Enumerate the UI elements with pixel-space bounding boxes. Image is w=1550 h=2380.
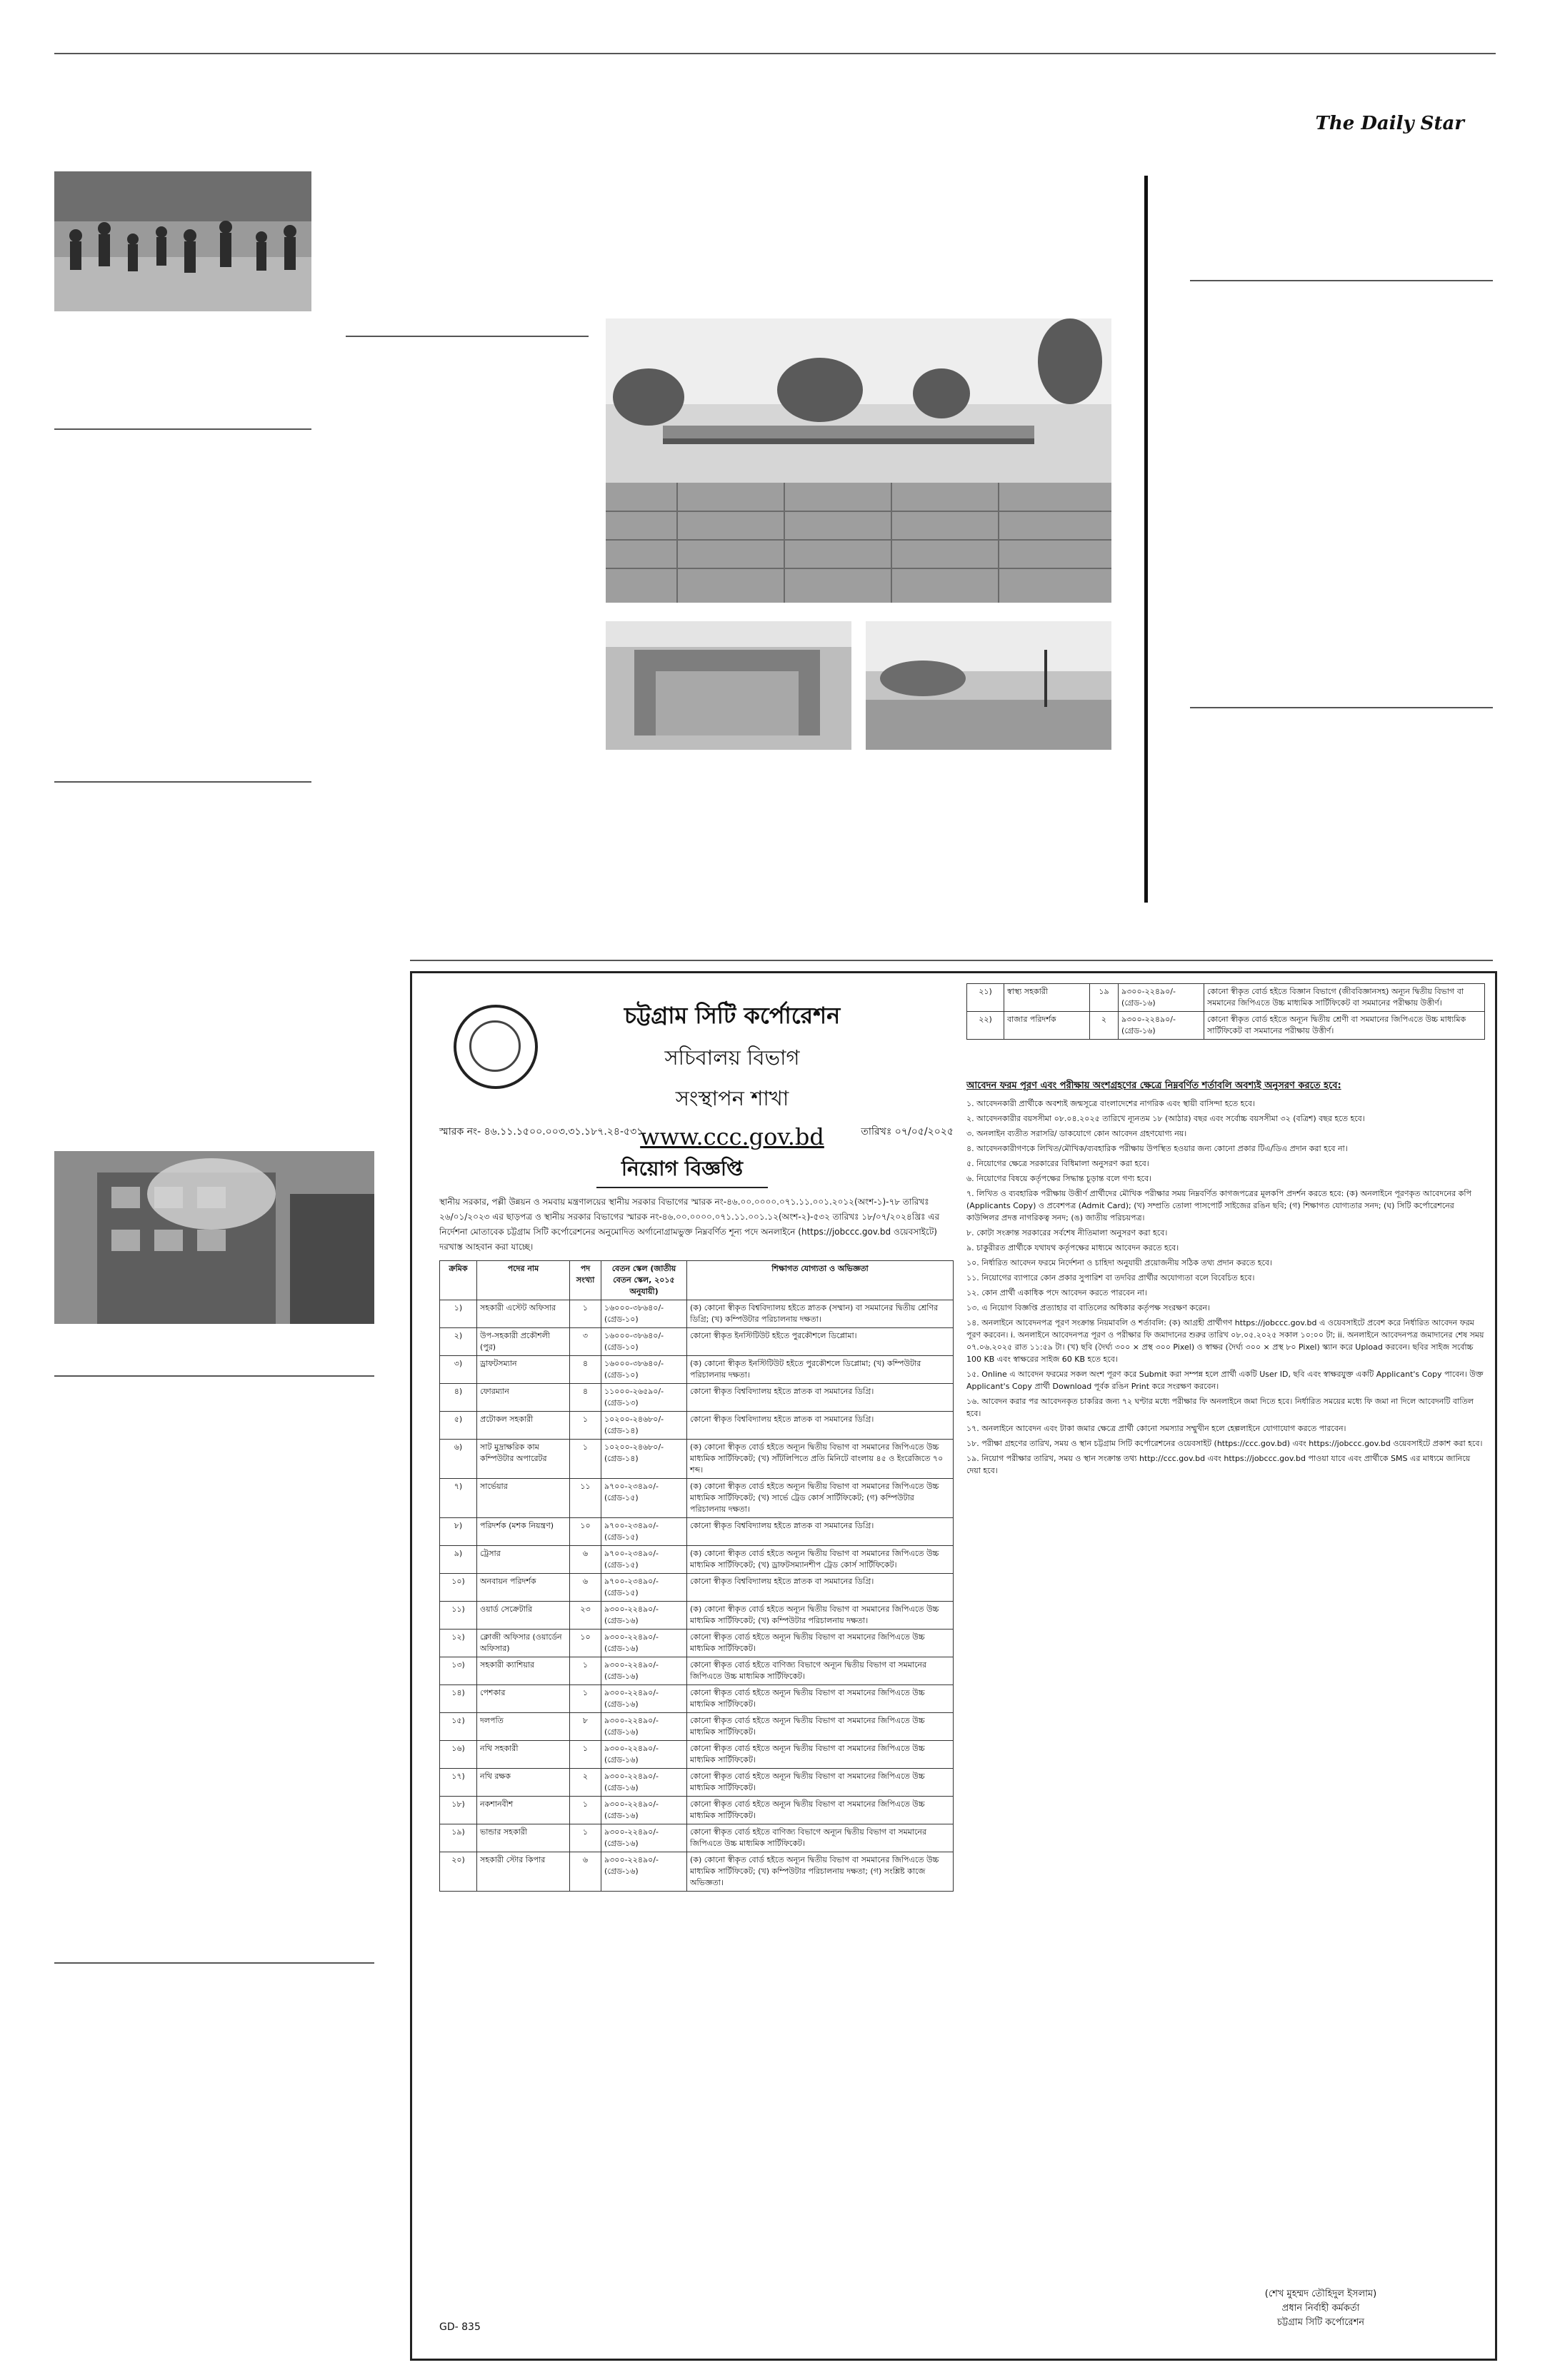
table-row xyxy=(440,1824,954,1852)
post-scale-cell: ৯৩০০-২২৪৯০/- (গ্রেড-১৬) xyxy=(1119,984,1204,1012)
condition-item: ১. আবেদনকারী প্রার্থীকে অবশ্যই জন্মসূত্রে বাংলাদেশের নাগরিক এবং স্থায়ী বাসিন্দা হতে হবে। xyxy=(966,1099,1255,1108)
post-no-cell: ৫) xyxy=(440,1412,477,1440)
post-name-cell: সহকারী ক্যাশিয়ার xyxy=(477,1657,570,1685)
org-section: সংস্থাপন শাখা xyxy=(675,1086,789,1110)
post-scale-cell: ৯৩০০-২২৪৯০/- (গ্রেড-১৬) xyxy=(601,1852,687,1892)
table-row xyxy=(967,984,1485,1012)
post-qual-cell: কোনো স্বীকৃত বোর্ড হইতে অন্যূন দ্বিতীয় বিভাগ বা সমমানের জিপিএতে উচ্চ মাধ্যমিক সার্টিফিকেট। xyxy=(687,1630,954,1657)
table-row xyxy=(440,1685,954,1713)
ad-left-column xyxy=(425,983,954,2347)
post-no-cell: ১) xyxy=(440,1300,477,1328)
post-qual-cell: কোনো স্বীকৃত বিশ্ববিদ্যালয় হইতে স্নাতক বা সমমানের ডিগ্রি। xyxy=(687,1574,954,1602)
post-name-cell: নথি সহকারী xyxy=(477,1741,570,1769)
post-scale-cell: ১০২০০-২৪৬৮০/- (গ্রেড-১৪) xyxy=(601,1440,687,1479)
condition-item: ৮. কোটা সংক্রান্ত সরকারের সর্বশেষ নীতিমালা অনুসরণ করা হবে। xyxy=(966,1228,1168,1237)
post-scale-cell: ৯৩০০-২২৪৯০/- (গ্রেড-১৬) xyxy=(601,1630,687,1657)
header-pay-scale: বেতন স্কেল (জাতীয় বেতন স্কেল, ২০১৫ অনুযায়ী) xyxy=(601,1261,687,1300)
post-no-cell: ২) xyxy=(440,1328,477,1356)
ad-right-column xyxy=(966,983,1485,2347)
post-scale-cell: ১৬০০০-৩৮৬৪০/- (গ্রেড-১০) xyxy=(601,1300,687,1328)
posts-table-header xyxy=(440,1261,954,1300)
post-no-cell: ৪) xyxy=(440,1384,477,1412)
post-no-cell: ১৮) xyxy=(440,1797,477,1824)
conditions-title: আবেদন ফরম পূরণ এবং পরীক্ষায় অংশগ্রহণের ক্ষেত্রে নিম্নবর্ণিত শর্তাবলি অবশ্যই অনুসরণ করতে হবে: xyxy=(966,1080,1341,1091)
ad-intro: স্থানীয় সরকার, পল্লী উন্নয়ন ও সমবায় মন্ত্রণালয়ের স্থানীয় সরকার বিভাগের স্মারক নং-৪৬.০০.০০০০.০৭১.১১.০০১.২০১২(অংশ-১)-৭৮ তারিখঃ ২৬/০১/২০২৩ এর ছাড়পত্র ও স্থানীয় সরকার বিভাগের স্মারক নং-৪৬.০০.০০০০.০৭১.১১.০০১.১২(অংশ-২)-৫৩২ তারিখঃ ১৮/০৭/২০২৪খ্রিঃ এর নির্দেশনা মোতাবেক চট্টগ্রাম সিটি কর্পোরেশনের অনুমোদিত অর্গানোগ্রামভুক্ত নিম্নবর্ণিত শূন্য পদে অনলাইনে (https://jobccc.gov.bd ওয়েবসাইটে) দরখাস্ত আহবান করা যাচ্ছে। xyxy=(439,1197,940,1252)
post-qual-cell: কোনো স্বীকৃত বোর্ড হইতে অন্যূন দ্বিতীয় শ্রেণী বা সমমানের জিপিএতে উচ্চ মাধ্যমিক সার্টিফিকেট বা সমমানের পরীক্ষায় উত্তীর্ণ। xyxy=(1204,1012,1485,1040)
post-qual-cell: কোনো স্বীকৃত বিশ্ববিদ্যালয় হইতে স্নাতক বা সমমানের ডিগ্রি। xyxy=(687,1384,954,1412)
conditions-list xyxy=(966,1098,1485,1480)
post-no-cell: ১৪) xyxy=(440,1685,477,1713)
post-scale-cell: ৯৩০০-২২৪৯০/- (গ্রেড-১৬) xyxy=(601,1824,687,1852)
post-qual-cell: (ক) কোনো স্বীকৃত বোর্ড হইতে অন্যূন দ্বিতীয় বিভাগ বা সমমানের জিপিএতে উচ্চ মাধ্যমিক সার্টিফিকেট; (খ) কম্পিউটার পরিচালনায় দক্ষতা। xyxy=(687,1602,954,1630)
crowd-photo xyxy=(54,171,311,311)
post-name-cell: ওয়ার্ড সেক্রেটারি xyxy=(477,1602,570,1630)
memo-date: তারিখঃ ০৭/০৫/২০২৫ xyxy=(861,1126,954,1138)
post-qual-cell: (ক) কোনো স্বীকৃত ইনস্টিটিউট হইতে পুরকৌশলে ডিপ্লোমা; (খ) কম্পিউটার পরিচালনায় দক্ষতা। xyxy=(687,1356,954,1384)
memo-number: স্মারক নং- ৪৬.১১.১৫০০.০০৩.৩১.১৮৭.২৪-৫৩১ xyxy=(439,1126,644,1138)
post-name-cell: সহকারী স্টোর কিপার xyxy=(477,1852,570,1892)
table-row xyxy=(440,1741,954,1769)
post-qual-cell: (ক) কোনো স্বীকৃত বিশ্ববিদ্যালয় হইতে স্নাতক (সম্মান) বা সমমানের দ্বিতীয় শ্রেণির ডিগ্রি; (খ) কম্পিউটার পরিচালনায় দক্ষতা। xyxy=(687,1300,954,1328)
post-no-cell: ৭) xyxy=(440,1479,477,1518)
post-name-cell: ক্লোজী অফিসার (ওয়ার্ডেন অফিসার) xyxy=(477,1630,570,1657)
ad-code: GD- 835 xyxy=(439,2321,481,2333)
post-no-cell: ৮) xyxy=(440,1518,477,1546)
right-col-divider xyxy=(1144,176,1148,903)
condition-item: ৪. আবেদনকারীগণকে লিখিত/মৌখিক/ব্যবহারিক পরীক্ষায় উপস্থিত হওয়ার জন্য কোনো প্রকার টিএ/ডিএ প্রদান করা হবে না। xyxy=(966,1144,1348,1153)
canal-photo xyxy=(606,621,851,750)
header-qualification: শিক্ষাগত যোগ্যতা ও অভিজ্ঞতা xyxy=(687,1261,954,1300)
post-name-cell: নকশানবীশ xyxy=(477,1797,570,1824)
table-row xyxy=(440,1479,954,1518)
left-col-rule-4 xyxy=(54,1962,374,1964)
post-count-cell: ১ xyxy=(570,1741,601,1769)
post-qual-cell: কোনো স্বীকৃত বোর্ড হইতে অন্যূন দ্বিতীয় বিভাগ বা সমমানের জিপিএতে উচ্চ মাধ্যমিক সার্টিফিকেট। xyxy=(687,1797,954,1824)
post-name-cell: পেশকার xyxy=(477,1685,570,1713)
post-count-cell: ১ xyxy=(570,1412,601,1440)
post-qual-cell: (ক) কোনো স্বীকৃত বোর্ড হইতে অন্যূন দ্বিতীয় বিভাগ বা সমমানের জিপিএতে উচ্চ মাধ্যমিক সার্টিফিকেট; (খ) সার্ভে ট্রেড কোর্স সার্টিফিকেট; (গ) কম্পিউটার পরিচালনায় দক্ষতা। xyxy=(687,1479,954,1518)
post-no-cell: ২২) xyxy=(967,1012,1004,1040)
post-count-cell: ৪ xyxy=(570,1384,601,1412)
table-row xyxy=(440,1440,954,1479)
post-name-cell: সহকারী এস্টেট অফিসার xyxy=(477,1300,570,1328)
post-qual-cell: (ক) কোনো স্বীকৃত বোর্ড হইতে অন্যূন দ্বিতীয় বিভাগ বা সমমানের জিপিএতে উচ্চ মাধ্যমিক সার্টিফিকেট; (খ) কম্পিউটার পরিচালনায় দক্ষতা; (গ) সংশ্লিষ্ট কাজে অভিজ্ঞতা। xyxy=(687,1852,954,1892)
post-no-cell: ২০) xyxy=(440,1852,477,1892)
post-scale-cell: ৯৭০০-২৩৪৯০/- (গ্রেড-১৫) xyxy=(601,1574,687,1602)
post-scale-cell: ৯৩০০-২২৪৯০/- (গ্রেড-১৬) xyxy=(601,1769,687,1797)
site-photo xyxy=(866,621,1111,750)
org-name: চট্টগ্রাম সিটি কর্পোরেশন xyxy=(624,1002,841,1029)
post-name-cell: পরিদর্শক (মশক নিয়ন্ত্রণ) xyxy=(477,1518,570,1546)
post-scale-cell: ৯৭০০-২৩৪৯০/- (গ্রেড-১৫) xyxy=(601,1546,687,1574)
condition-item: ২. আবেদনকারীর বয়সসীমা ০৮.০৪.২০২৫ তারিখে ন্যূনতম ১৮ (আঠার) বছর এবং সর্বোচ্চ বয়সসীমা ৩২ (বত্রিশ) বছর হতে হবে। xyxy=(966,1114,1365,1123)
post-qual-cell: কোনো স্বীকৃত বিশ্ববিদ্যালয় হইতে স্নাতক বা সমমানের ডিগ্রি। xyxy=(687,1518,954,1546)
table-row xyxy=(440,1328,954,1356)
post-name-cell: বাজার পরিদর্শক xyxy=(1004,1012,1090,1040)
post-scale-cell: ৯৩০০-২২৪৯০/- (গ্রেড-১৬) xyxy=(601,1685,687,1713)
post-no-cell: ৩) xyxy=(440,1356,477,1384)
post-name-cell: ভান্ডার সহকারী xyxy=(477,1824,570,1852)
table-row xyxy=(440,1574,954,1602)
memo-line xyxy=(439,1123,954,1140)
post-scale-cell: ১৬০০০-৩৮৬৪০/- (গ্রেড-১০) xyxy=(601,1328,687,1356)
table-row xyxy=(440,1412,954,1440)
table-row xyxy=(440,1630,954,1657)
post-scale-cell: ১০২০০-২৪৬৮০/- (গ্রেড-১৪) xyxy=(601,1412,687,1440)
ad-title: নিয়োগ বিজ্ঞপ্তি xyxy=(596,1153,768,1188)
post-no-cell: ১৬) xyxy=(440,1741,477,1769)
bridge-photo xyxy=(606,318,1111,603)
signatory-name: (শেখ মুহম্মদ তৌহিদুল ইসলাম) xyxy=(1264,2289,1377,2299)
posts-table xyxy=(439,1260,954,1892)
post-name-cell: ট্রেসার xyxy=(477,1546,570,1574)
recruitment-ad xyxy=(410,971,1497,2361)
post-qual-cell: কোনো স্বীকৃত বোর্ড হইতে অন্যূন দ্বিতীয় বিভাগ বা সমমানের জিপিএতে উচ্চ মাধ্যমিক সার্টিফিকেট। xyxy=(687,1685,954,1713)
right-col-rule-1 xyxy=(1190,280,1493,281)
table-row xyxy=(440,1852,954,1892)
table-row xyxy=(440,1300,954,1328)
post-no-cell: ১৫) xyxy=(440,1713,477,1741)
header-serial: ক্রমিক xyxy=(440,1261,477,1300)
post-scale-cell: ৯৭০০-২৩৪৯০/- (গ্রেড-১৫) xyxy=(601,1479,687,1518)
post-no-cell: ১৯) xyxy=(440,1824,477,1852)
post-scale-cell: ৯৩০০-২২৪৯০/- (গ্রেড-১৬) xyxy=(601,1797,687,1824)
post-name-cell: ফোরম্যান xyxy=(477,1384,570,1412)
post-no-cell: ১২) xyxy=(440,1630,477,1657)
table-row xyxy=(440,1384,954,1412)
post-count-cell: ১৯ xyxy=(1090,984,1119,1012)
post-scale-cell: ৯৩০০-২২৪৯০/- (গ্রেড-১৬) xyxy=(601,1657,687,1685)
post-qual-cell: কোনো স্বীকৃত বোর্ড হইতে বাণিজ্য বিভাগে অন্যূন দ্বিতীয় বিভাগ বা সমমানের জিপিএতে উচ্চ মাধ্যমিক সার্টিফিকেট। xyxy=(687,1824,954,1852)
condition-item: ১০. নির্ধারিত আবেদন ফরমে নির্দেশনা ও চাহিদা অনুযায়ী প্রয়োজনীয় সঠিক তথ্য প্রদান করতে হবে। xyxy=(966,1258,1272,1267)
table-row xyxy=(440,1602,954,1630)
table-row xyxy=(440,1657,954,1685)
table-row xyxy=(440,1797,954,1824)
table-row xyxy=(440,1546,954,1574)
condition-item: ১১. নিয়োগের ব্যাপারে কোন প্রকার সুপারিশ বা তদবির প্রার্থীর অযোগ্যতা বলে বিবেচিত হবে। xyxy=(966,1273,1255,1282)
post-scale-cell: ৯৭০০-২৩৪৯০/- (গ্রেড-১৫) xyxy=(601,1518,687,1546)
post-count-cell: ২ xyxy=(1090,1012,1119,1040)
condition-item: ৬. নিয়োগের বিষয়ে কর্তৃপক্ষের সিদ্ধান্ত চূড়ান্ত বলে গণ্য হবে। xyxy=(966,1174,1151,1183)
post-name-cell: ড্রাফটসম্যান xyxy=(477,1356,570,1384)
org-website: www.ccc.gov.bd xyxy=(640,1123,824,1150)
condition-item: ১৭. অনলাইনে আবেদন এবং টাকা জমার ক্ষেত্রে প্রার্থী কোনো সমস্যার সম্মুখীন হলে হেল্পলাইনে যোগাযোগ করতে পারবেন। xyxy=(966,1424,1346,1433)
post-name-cell: স্বাস্থ্য সহকারী xyxy=(1004,984,1090,1012)
post-count-cell: ৬ xyxy=(570,1574,601,1602)
post-count-cell: ১ xyxy=(570,1300,601,1328)
post-qual-cell: কোনো স্বীকৃত ইনস্টিটিউট হইতে পুরকৌশলে ডিপ্লোমা। xyxy=(687,1328,954,1356)
post-count-cell: ১ xyxy=(570,1797,601,1824)
middle-col-rule xyxy=(346,336,589,337)
signatory-designation: প্রধান নির্বাহী কর্মকর্তা xyxy=(1281,2303,1360,2314)
table-row xyxy=(967,1012,1485,1040)
post-scale-cell: ৯৩০০-২২৪৯০/- (গ্রেড-১৬) xyxy=(601,1713,687,1741)
fire-photo xyxy=(54,1151,374,1324)
corporation-seal-icon xyxy=(454,1005,538,1089)
post-qual-cell: (ক) কোনো স্বীকৃত বোর্ড হইতে অন্যূন দ্বিতীয় বিভাগ বা সমমানের জিপিএতে উচ্চ মাধ্যমিক সার্টিফিকেট; (খ) ড্রাফটসম্যানশীপ ট্রেড কোর্স সার্টিফিকেট। xyxy=(687,1546,954,1574)
post-count-cell: ১০ xyxy=(570,1518,601,1546)
condition-item: ১২. কোন প্রার্থী একাধিক পদে আবেদন করতে পারবেন না। xyxy=(966,1288,1147,1297)
condition-item: ১৫. Online এ আবেদন ফরমের সকল অংশ পূরণ করে Submit করা সম্পন্ন হলে প্রার্থী একটি User ID, ছবি এবং স্বাক্ষরযুক্ত একটি Applicant's Copy পাবেন। উক্ত Applicant's Copy প্রার্থী Download পূর্বক রঙিন Print করে সংরক্ষণ করবেন। xyxy=(966,1370,1484,1391)
post-scale-cell: ৯৩০০-২২৪৯০/- (গ্রেড-১৬) xyxy=(601,1741,687,1769)
condition-item: ৯. চাকুরীরত প্রার্থীকে যথাযথ কর্তৃপক্ষের মাধ্যমে আবেদন করতে হবে। xyxy=(966,1243,1179,1252)
post-count-cell: ২ xyxy=(570,1769,601,1797)
signatory-org: চট্টগ্রাম সিটি কর্পোরেশন xyxy=(1276,2317,1365,2328)
post-no-cell: ১১) xyxy=(440,1602,477,1630)
condition-item: ১৪. অনলাইনে আবেদনপত্র পূরণ সংক্রান্ত নিয়মাবলি ও শর্তাবলি: (ক) আগ্রহী প্রার্থীগণ https://jobccc.gov.bd এ ওয়েবসাইটে প্রবেশ করে নির্ধারিত আবেদন ফরম পূরণ করবেন। i. অনলাইনে আবেদনপত্র পূরণ ও পরীক্ষার ফি জমাদানের শুরুর তারিখ ০৮.০৫.২০২৫ সকাল ১০:০০ টা; ii. অনলাইনে আবেদনপত্র জমাদানের শেষ সময় ০৭.০৬.২০২৫ রাত ১১:৫৯ টা। (খ) ছবি (দৈর্ঘ্য ৩০০ × প্রস্থ ৩০০ Pixel) ও স্বাক্ষর (দৈর্ঘ্য ৩০০ × প্রস্থ ৮০ Pixel) স্ক্যান করে Upload করবেন। ছবির সাইজ সর্বোচ্চ 100 KB এবং স্বাক্ষরের সাইজ 60 KB হতে হবে। xyxy=(966,1318,1484,1364)
header-post-name: পদের নাম xyxy=(477,1261,570,1300)
post-scale-cell: ৯৩০০-২২৪৯০/- (গ্রেড-১৬) xyxy=(1119,1012,1204,1040)
post-count-cell: ১১ xyxy=(570,1479,601,1518)
post-no-cell: ১৩) xyxy=(440,1657,477,1685)
post-count-cell: ১ xyxy=(570,1657,601,1685)
post-count-cell: ৬ xyxy=(570,1852,601,1892)
table-row xyxy=(440,1713,954,1741)
post-count-cell: ১০ xyxy=(570,1630,601,1657)
table-row xyxy=(440,1769,954,1797)
post-count-cell: ৪ xyxy=(570,1356,601,1384)
post-no-cell: ৯) xyxy=(440,1546,477,1574)
post-count-cell: ১ xyxy=(570,1824,601,1852)
left-col-rule-2 xyxy=(54,781,311,783)
top-rule xyxy=(54,53,1496,54)
posts-table-continued xyxy=(966,983,1485,1040)
org-department: সচিবালয় বিভাগ xyxy=(664,1045,800,1070)
post-count-cell: ৮ xyxy=(570,1713,601,1741)
condition-item: ১৯. নিয়োগ পরীক্ষার তারিখ, সময় ও স্থান সংক্রান্ত তথ্য http://ccc.gov.bd এবং https://jobccc.gov.bd পাওয়া যাবে এবং প্রার্থীকে SMS এর মাধ্যমে জানিয়ে দেয়া হবে। xyxy=(966,1454,1471,1475)
post-qual-cell: কোনো স্বীকৃত বোর্ড হইতে বাণিজ্য বিভাগে অন্যূন দ্বিতীয় বিভাগ বা সমমানের জিপিএতে উচ্চ মাধ্যমিক সার্টিফিকেট। xyxy=(687,1657,954,1685)
post-qual-cell: কোনো স্বীকৃত বোর্ড হইতে অন্যূন দ্বিতীয় বিভাগ বা সমমানের জিপিএতে উচ্চ মাধ্যমিক সার্টিফিকেট। xyxy=(687,1741,954,1769)
condition-item: ৩. অনলাইন ব্যতীত সরাসরি/ ডাকযোগে কোন আবেদন গ্রহণযোগ্য নয়। xyxy=(966,1129,1187,1138)
post-scale-cell: ১৬০০০-৩৮৬৪০/- (গ্রেড-১০) xyxy=(601,1356,687,1384)
post-no-cell: ৬) xyxy=(440,1440,477,1479)
post-qual-cell: কোনো স্বীকৃত বোর্ড হইতে বিজ্ঞান বিভাগে (জীববিজ্ঞানসহ) অন্যূন দ্বিতীয় বিভাগ বা সমমানের জিপিএতে উচ্চ মাধ্যমিক সার্টিফিকেট বা সমমানের পরীক্ষায় উত্তীর্ণ। xyxy=(1204,984,1485,1012)
post-count-cell: ৬ xyxy=(570,1546,601,1574)
post-no-cell: ২১) xyxy=(967,984,1004,1012)
table-row xyxy=(440,1356,954,1384)
header-post-count: পদ সংখ্যা xyxy=(570,1261,601,1300)
signature-block xyxy=(1214,2287,1428,2330)
left-col-rule-1 xyxy=(54,428,311,430)
post-name-cell: দলপতি xyxy=(477,1713,570,1741)
post-count-cell: ৩ xyxy=(570,1328,601,1356)
post-count-cell: ১ xyxy=(570,1440,601,1479)
post-name-cell: অনবায়ন পরিদর্শক xyxy=(477,1574,570,1602)
post-scale-cell: ১১০০০-২৬৫৯০/- (গ্রেড-১৩) xyxy=(601,1384,687,1412)
condition-item: ৫. নিয়োগের ক্ষেত্রে সরকারের বিধিমালা অনুসরণ করা হবে। xyxy=(966,1159,1149,1168)
post-name-cell: সার্ভেয়ার xyxy=(477,1479,570,1518)
condition-item: ৭. লিখিত ও ব্যবহারিক পরীক্ষায় উত্তীর্ণ প্রার্থীদের মৌখিক পরীক্ষার সময় নিম্নবর্ণিত কাগজপত্রের মূলকপি প্রদর্শন করতে হবে: (ক) অনলাইনে পূরণকৃত আবেদনের কপি (Applicants Copy) ও প্রবেশপত্র (Admit Card); (খ) সম্প্রতি তোলা পাসপোর্ট সাইজের রঙিন ছবি; (গ) শিক্ষাগত যোগ্যতার সনদ; (ঘ) সিটি কর্পোরেশনের কাউন্সিলর প্রদত্ত নাগরিকত্ব সনদ; (ঙ) জাতীয় পরিচয়পত্র। xyxy=(966,1189,1471,1222)
post-name-cell: প্রটোকল সহকারী xyxy=(477,1412,570,1440)
right-col-rule-2 xyxy=(1190,707,1493,708)
post-no-cell: ১৭) xyxy=(440,1769,477,1797)
post-name-cell: নথি রক্ষক xyxy=(477,1769,570,1797)
post-name-cell: উপ-সহকারী প্রকৌশলী (পুর) xyxy=(477,1328,570,1356)
left-col-rule-3 xyxy=(54,1375,374,1377)
masthead-logo: The Daily Star xyxy=(1315,113,1464,134)
post-count-cell: ১ xyxy=(570,1685,601,1713)
post-count-cell: ২৩ xyxy=(570,1602,601,1630)
post-qual-cell: কোনো স্বীকৃত বোর্ড হইতে অন্যূন দ্বিতীয় বিভাগ বা সমমানের জিপিএতে উচ্চ মাধ্যমিক সার্টিফিকেট। xyxy=(687,1769,954,1797)
table-row xyxy=(440,1518,954,1546)
post-qual-cell: কোনো স্বীকৃত বিশ্ববিদ্যালয় হইতে স্নাতক বা সমমানের ডিগ্রি। xyxy=(687,1412,954,1440)
post-scale-cell: ৯৩০০-২২৪৯০/- (গ্রেড-১৬) xyxy=(601,1602,687,1630)
condition-item: ১৮. পরীক্ষা গ্রহণের তারিখ, সময় ও স্থান চট্টগ্রাম সিটি কর্পোরেশনের ওয়েবসাইট (https://ccc.gov.bd) এবং https://jobccc.gov.bd ওয়েবসাইটে প্রকাশ করা হবে। xyxy=(966,1439,1483,1448)
condition-item: ১৩. এ নিয়োগ বিজ্ঞপ্তি প্রত্যাহার বা বাতিলের অধিকার কর্তৃপক্ষ সংরক্ষণ করেন। xyxy=(966,1303,1211,1312)
ad-top-rule xyxy=(410,960,1493,961)
post-qual-cell: কোনো স্বীকৃত বোর্ড হইতে অন্যূন দ্বিতীয় বিভাগ বা সমমানের জিপিএতে উচ্চ মাধ্যমিক সার্টিফিকেট। xyxy=(687,1713,954,1741)
condition-item: ১৬. আবেদন করার পর আবেদনকৃত চাকরির জন্য ৭২ ঘণ্টার মধ্যে পরীক্ষার ফি অনলাইনে জমা দিতে হবে। নির্ধারিত সময়ের মধ্যে ফি জমা না দিলে আবেদনটি বাতিল হবে। xyxy=(966,1397,1474,1418)
post-name-cell: সাট মুদ্রাক্ষরিক কাম কম্পিউটার অপারেটর xyxy=(477,1440,570,1479)
post-no-cell: ১০) xyxy=(440,1574,477,1602)
post-qual-cell: (ক) কোনো স্বীকৃত বোর্ড হইতে অন্যূন দ্বিতীয় বিভাগ বা সমমানের জিপিএতে উচ্চ মাধ্যমিক সার্টিফিকেট; (খ) সাঁটলিপিতে প্রতি মিনিটে বাংলায় ৪৫ ও ইংরেজিতে ৭০ শব্দ। xyxy=(687,1440,954,1479)
